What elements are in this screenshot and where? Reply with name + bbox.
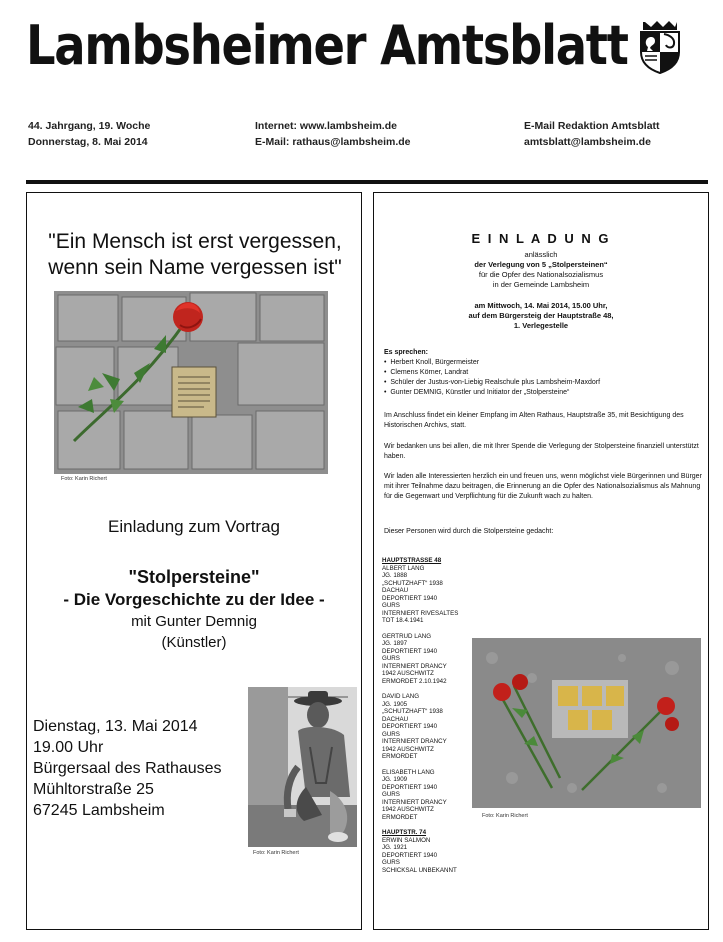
lecture-topic-title: "Stolpersteine" bbox=[128, 567, 260, 587]
address-heading-hauptstr-74: HAUPTSTR. 74 bbox=[382, 829, 427, 836]
header-editorial-label: E-Mail Redaktion Amtsblatt bbox=[524, 120, 660, 132]
victim-line: „SCHUTZHAFT“ 1938 bbox=[382, 708, 443, 715]
header-issue-info bbox=[28, 118, 150, 150]
victim-entry bbox=[382, 565, 478, 625]
victim-line: DEPORTIERT 1940 bbox=[382, 647, 438, 655]
victims-list bbox=[382, 557, 478, 882]
victim-line: ALBERT LANG bbox=[382, 564, 425, 572]
photo-caption-3: Foto: Karin Richert bbox=[482, 813, 528, 819]
victim-line: DEPORTIERT 1940 bbox=[382, 723, 438, 730]
speaker-name: Gunter DEMNIG, Künstler und Initiator der „Stolpersteine“ bbox=[390, 389, 570, 396]
victim-line: ERWIN SALMON bbox=[382, 836, 431, 844]
event-details bbox=[33, 716, 222, 821]
victim-entry bbox=[382, 837, 478, 875]
victim-line: SCHICKSAL UNBEKANNT bbox=[382, 866, 457, 874]
victim-line: 1942 AUSCHWITZ bbox=[382, 670, 434, 677]
header-issue-year-week: 44. Jahrgang, 19. Woche bbox=[28, 120, 151, 132]
victim-line: DEPORTIERT 1940 bbox=[382, 594, 438, 602]
speaker-name: Schüler der Justus-von-Liebig Realschule plus Lambsheim-Maxdorf bbox=[390, 379, 601, 386]
invitation-panel bbox=[373, 192, 709, 930]
victim-line: INTERNIERT DRANCY bbox=[382, 798, 447, 806]
victim-line: JG. 1897 bbox=[382, 640, 408, 647]
victim-line: TOT 18.4.1941 bbox=[382, 617, 424, 624]
victim-entry bbox=[382, 769, 478, 822]
speakers-title: Es sprechen: bbox=[384, 349, 428, 356]
victim-line: JG. 1905 bbox=[382, 700, 408, 708]
speaker-item: • Herbert Knoll, Bürgermeister bbox=[384, 359, 480, 366]
when-line-1: am Mittwoch, 14. Mai 2014, 15.00 Uhr, bbox=[474, 301, 608, 310]
header-website[interactable]: Internet: www.lambsheim.de bbox=[255, 120, 397, 132]
masthead-title: Lambsheimer Amtsblatt bbox=[26, 14, 628, 77]
speaker-item: • Gunter DEMNIG, Künstler und Initiator der „Stolpersteine“ bbox=[384, 389, 570, 396]
victim-line: JG. 1909 bbox=[382, 776, 408, 783]
lecture-topic-subtitle: - Die Vorgeschichte zu der Idee - bbox=[63, 590, 325, 609]
invitation-title: Einladung zum Vortrag bbox=[108, 517, 280, 536]
victim-line: DEPORTIERT 1940 bbox=[382, 783, 438, 791]
victim-line: JG. 1888 bbox=[382, 572, 408, 579]
victim-line: ERMORDET bbox=[382, 753, 418, 760]
coat-of-arms-icon bbox=[637, 18, 683, 74]
victim-line: ERMORDET bbox=[382, 813, 418, 821]
invitation-when-where bbox=[374, 301, 708, 331]
victim-line: ELISABETH LANG bbox=[382, 768, 435, 776]
header-issue-date: Donnerstag, 8. Mai 2014 bbox=[28, 136, 148, 148]
victim-line: GERTRUD LANG bbox=[382, 632, 432, 640]
stolpersteine-roses-photo bbox=[472, 638, 701, 808]
event-street: Mühltorstraße 25 bbox=[33, 781, 154, 798]
victim-line: INTERNIERT RIVESALTES bbox=[382, 609, 459, 617]
victim-entry bbox=[382, 633, 478, 686]
speaker-item: • Schüler der Justus-von-Liebig Realschule plus Lambsheim-Maxdorf bbox=[384, 379, 601, 386]
speakers-section bbox=[384, 348, 704, 398]
photo-caption-1: Foto: Karin Richert bbox=[61, 476, 107, 482]
victim-line: INTERNIERT DRANCY bbox=[382, 662, 447, 670]
victim-line: DAVID LANG bbox=[382, 693, 420, 700]
memorial-quote bbox=[37, 229, 353, 281]
event-venue: Bürgersaal des Rathauses bbox=[33, 760, 222, 777]
victim-line: 1942 AUSCHWITZ bbox=[382, 745, 434, 753]
victim-line: 1942 AUSCHWITZ bbox=[382, 806, 434, 813]
header-contact-info bbox=[255, 118, 411, 150]
header-email[interactable]: E-Mail: rathaus@lambsheim.de bbox=[255, 136, 411, 148]
victim-entry bbox=[382, 693, 478, 761]
speaker-name: Clemens Körner, Landrat bbox=[390, 369, 469, 376]
victim-line: GURS bbox=[382, 602, 400, 609]
event-city: 67245 Lambsheim bbox=[33, 802, 165, 819]
participation-paragraph: Wir laden alle Interessierten herzlich ein und freuen uns, wenn möglichst viele Bürgerinnen und Bürger mit ihrer Teilnahme dazu beitragen, die Erinnerung an die Opfer des Nationalsozialismus als Mahnung für die Gegenwart und Verpflichtung für die Zukunft wach zu halten. bbox=[384, 473, 702, 500]
artist-photo bbox=[248, 687, 357, 847]
photo-caption-2: Foto: Karin Richert bbox=[253, 850, 299, 856]
victim-line: JG. 1921 bbox=[382, 844, 408, 851]
header-editorial-info bbox=[524, 118, 660, 150]
quote-line-1: "Ein Mensch ist erst vergessen, bbox=[48, 230, 342, 253]
intro-line-3: für die Opfer des Nationalsozialismus bbox=[478, 270, 604, 279]
victim-line: GURS bbox=[382, 655, 400, 662]
stolperstein-rose-photo bbox=[54, 291, 328, 474]
lecture-speaker-role: (Künstler) bbox=[161, 634, 227, 651]
intro-line-4: in der Gemeinde Lambsheim bbox=[492, 280, 590, 289]
invitation-heading: E I N L A D U N G bbox=[471, 231, 611, 246]
victim-line: GURS bbox=[382, 791, 400, 798]
event-date: Dienstag, 13. Mai 2014 bbox=[33, 718, 198, 735]
lecture-announcement-panel bbox=[26, 192, 362, 930]
when-line-3: 1. Verlegestelle bbox=[513, 321, 569, 330]
address-heading-hauptstrasse-48: HAUPTSTRASSE 48 bbox=[382, 557, 442, 564]
quote-line-2: wenn sein Name vergessen ist" bbox=[48, 256, 342, 279]
victim-line: DEPORTIERT 1940 bbox=[382, 851, 438, 859]
speaker-item: • Clemens Körner, Landrat bbox=[384, 369, 469, 376]
victim-line: „SCHUTZHAFT“ 1938 bbox=[382, 579, 443, 587]
victim-line: DACHAU bbox=[382, 715, 409, 723]
intro-line-2: der Verlegung von 5 „Stolpersteinen“ bbox=[474, 260, 608, 269]
intro-line-1: anlässlich bbox=[524, 250, 558, 259]
victim-line: GURS bbox=[382, 730, 400, 738]
victim-line: INTERNIERT DRANCY bbox=[382, 738, 447, 745]
when-line-2: auf dem Bürgersteig der Hauptstraße 48, bbox=[468, 311, 614, 320]
victim-line: DACHAU bbox=[382, 587, 409, 594]
reception-paragraph: Im Anschluss findet ein kleiner Empfang im Alten Rathaus, Hauptstraße 35, mit Besichtigung des Historischen Archivs, statt. bbox=[384, 412, 684, 429]
invitation-intro bbox=[374, 250, 708, 290]
victim-line: GURS bbox=[382, 859, 400, 866]
persons-intro: Dieser Personen wird durch die Stolpersteine gedacht: bbox=[384, 528, 554, 535]
victim-line: ERMORDET 2.10.1942 bbox=[382, 677, 447, 685]
header-editorial-email[interactable]: amtsblatt@lambsheim.de bbox=[524, 136, 651, 148]
speaker-name: Herbert Knoll, Bürgermeister bbox=[390, 359, 480, 366]
thanks-paragraph: Wir bedanken uns bei allen, die mit Ihrer Spende die Verlegung der Stolpersteine finanziell unterstützt haben. bbox=[384, 443, 699, 460]
event-time: 19.00 Uhr bbox=[33, 739, 104, 756]
header-divider bbox=[26, 180, 708, 184]
lecture-speaker: mit Gunter Demnig bbox=[131, 613, 257, 630]
